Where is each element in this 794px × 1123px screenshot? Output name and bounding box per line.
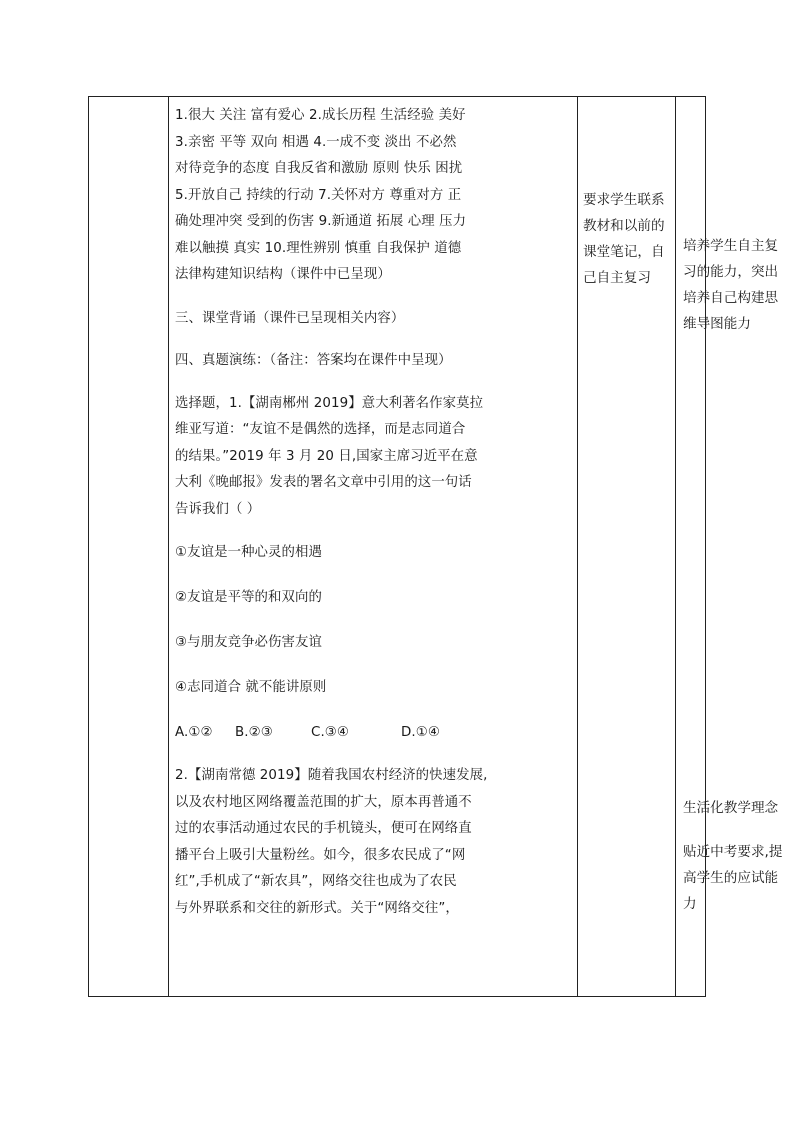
intent-line-4: 维导图能力 [683,316,751,332]
question-1-line-5: 告诉我们（ ） [175,501,261,517]
activity-line-4: 己自主复习 [583,270,651,286]
intent-life-teaching: 生活化教学理念 [683,800,779,816]
intent-exam-line-2: 高学生的应试能 [683,870,779,886]
table-column-design-intent [676,97,783,996]
option-a: A.①② [175,725,213,740]
table-column-content [169,97,578,996]
question-1-options [175,721,573,745]
answer-line-1: 1.很大 关注 富有爱心 2.成长历程 生活经验 美好 [175,108,466,123]
question-2-line-6: 与外界联系和交往的新形式。关于“网络交往”， [175,900,459,916]
activity-line-2: 教材和以前的 [583,218,665,234]
table-column-student-activity [578,97,676,996]
question-1-item-4: ④志同道合 就不能讲原则 [175,680,327,695]
question-2-line-2: 以及农村地区网络覆盖范围的扩大，原本再普通不 [175,794,472,810]
question-2-line-1: 2.【湖南常德 2019】随着我国农村经济的快速发展, [175,768,488,783]
intent-line-2: 习的能力，突出 [683,264,779,280]
answer-line-3: 对待竞争的态度 自我反省和激励 原则 快乐 困扰 [175,161,463,176]
option-c: C.③④ [311,725,350,740]
question-2-line-3: 过的农事活动通过农民的手机镜头，便可在网络直 [175,821,472,836]
question-1-item-3: ③与朋友竞争必伤害友谊 [175,635,323,650]
section-4-heading: 四、真题演练：（备注：答案均在课件中呈现） [175,352,452,368]
option-b: B.②③ [235,725,273,740]
question-1-line-1: 选择题，1.【湖南郴州 2019】意大利著名作家莫拉 [175,395,484,411]
lesson-table [88,96,783,997]
intent-exam-line-1: 贴近中考要求,提 [683,844,783,860]
question-2-line-5: 红”,手机成了“新农具”，网络交往也成为了农民 [175,874,457,889]
activity-line-3: 课堂笔记，自 [583,244,665,260]
question-1-item-1: ①友谊是一种心灵的相遇 [175,545,323,560]
section-3-heading: 三、课堂背诵（课件已呈现相关内容） [175,310,405,326]
question-1-line-2: 维亚写道：“友谊不是偶然的选择，而是志同道合 [175,422,466,437]
question-1-line-4: 大利《晚邮报》发表的署名文章中引用的这一句话 [175,475,472,490]
answer-line-2: 3.亲密 平等 双向 相遇 4.一成不变 淡出 不必然 [175,134,457,150]
activity-line-1: 要求学生联系 [583,192,665,208]
option-d: D.①④ [401,725,440,740]
intent-line-1: 培养学生自主复 [683,238,779,254]
question-1-line-3: 的结果。”2019 年 3 月 20 日,国家主席习近平在意 [175,448,478,464]
table-column-blank [89,97,169,996]
answer-line-4: 5.开放自己 持续的行动 7.关怀对方 尊重对方 正 [175,187,462,203]
answer-line-6: 难以触摸 真实 10.理性辨别 慎重 自我保护 道德 [175,240,462,256]
question-1-item-2: ②友谊是平等的和双向的 [175,590,323,605]
intent-exam-line-3: 力 [683,896,697,912]
question-2-line-4: 播平台上吸引大量粉丝。如今，很多农民成了“网 [175,847,466,863]
intent-line-3: 培养自己构建思 [683,290,779,306]
answer-line-5: 确处理冲突 受到的伤害 9.新通道 拓展 心理 压力 [175,214,467,229]
answer-line-7: 法律构建知识结构（课件中已呈现） [175,267,391,282]
